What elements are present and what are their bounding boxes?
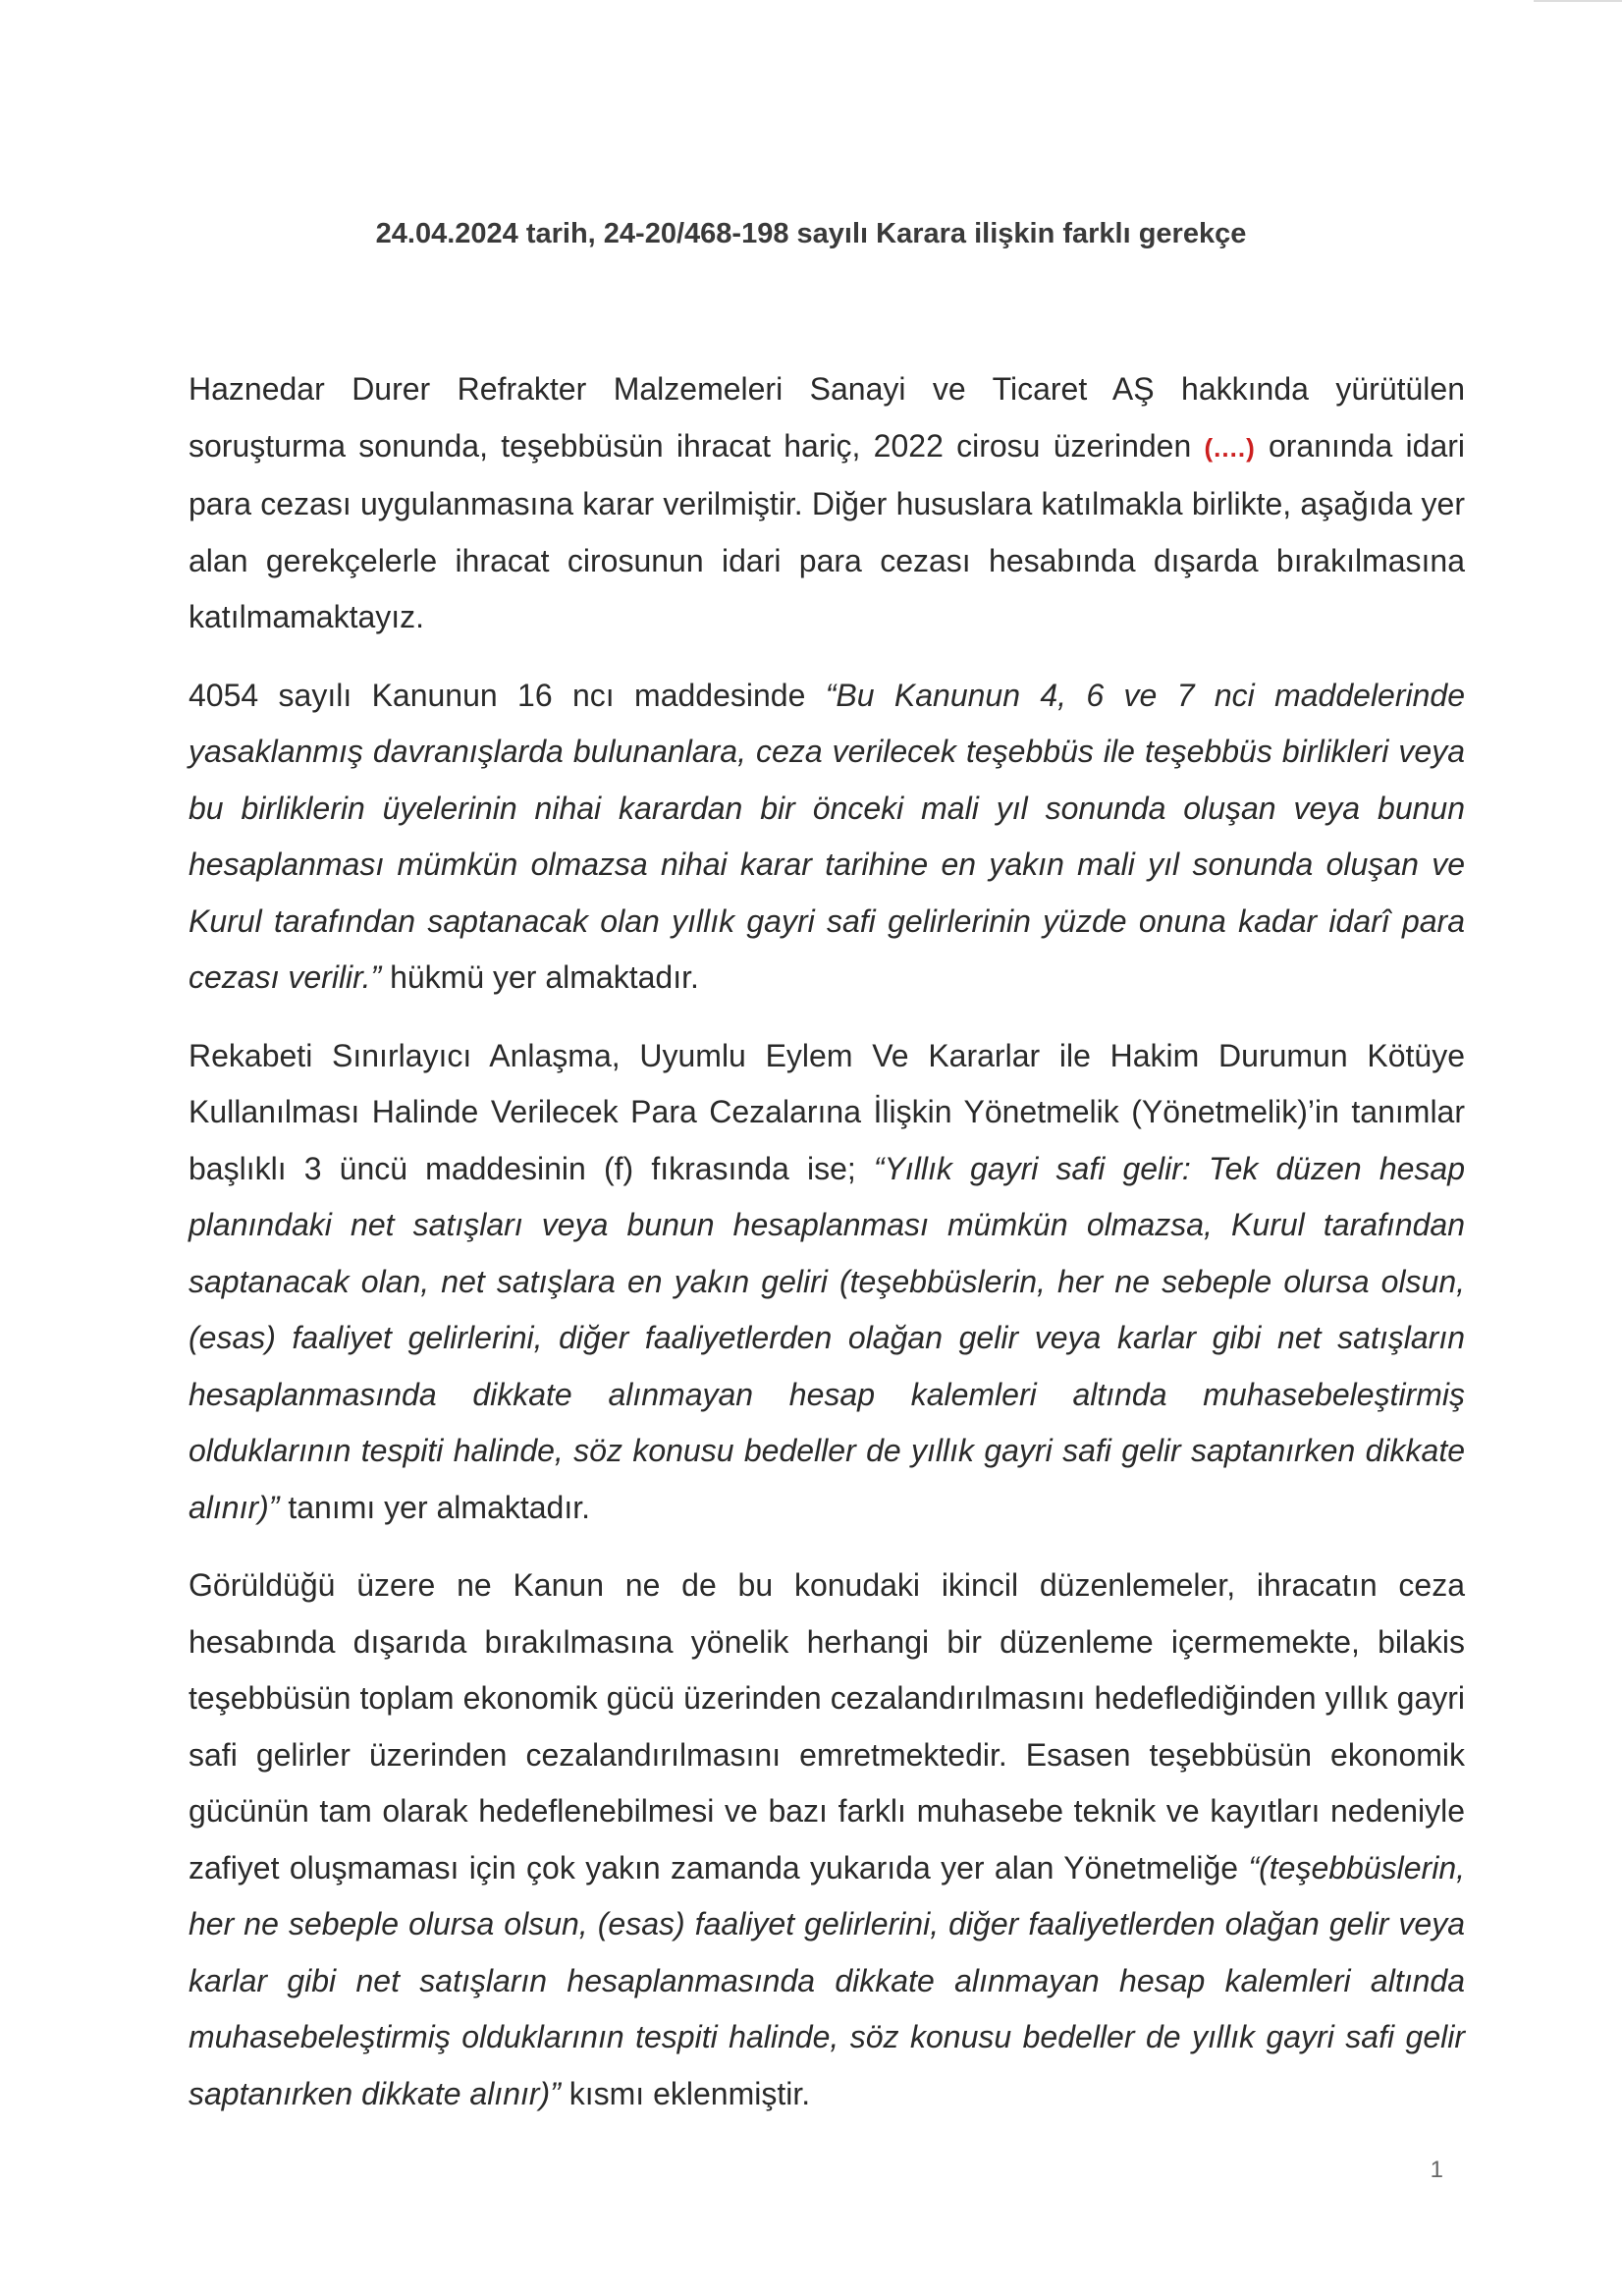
paragraph-1-text-after: oranında idari para cezası uygulanmasına karar verilmiştir. Diğer hususlara katılmakla birlikte, aşağıda yer alan gerekçelerle ihracat cirosunun idari para cezası hesabında dışarda bırakılmasına katılmamaktayız. (189, 427, 1466, 634)
page-number: 1 (1430, 2157, 1443, 2183)
paragraph-3-text-before: Rekabeti Sınırlayıcı Anlaşma, Uyumlu Eylem Ve Kararlar ile Hakim Durumun Kötüye Kullanılması Halinde Verilecek Para Cezalarına İlişkin Yönetmelik (Yönetmelik)’in tanımlar başlıklı 3 üncü maddesinin (f) fıkrasında ise; (189, 1037, 1465, 1186)
paragraph-1 (189, 361, 1465, 646)
paragraph-4 (189, 1558, 1465, 2122)
paragraph-2 (189, 668, 1465, 1007)
paragraph-2-quote: “Bu Kanunun 4, 6 ve 7 nci maddelerinde yasaklanmış davranışlarda bulunanlara, ceza verilecek teşebbüs ile teşebbüs birlikleri veya bu birliklerin üyelerinin nihai karardan bir önceki mali yıl sonunda oluşan veya bunun hesaplanması mümkün olmazsa nihai karar tarihine en yakın mali yıl sonunda oluşan ve Kurul tarafından saptanacak olan yıllık gayri safi gelirlerinin yüzde onuna kadar idarî para cezası verilir.” (189, 677, 1466, 995)
paragraph-4-text-after: kısmı eklenmiştir. (560, 2075, 811, 2111)
paragraph-3-quote: “Yıllık gayri safi gelir: Tek düzen hesap planındaki net satışları veya bunun hesaplanması mümkün olmazsa, Kurul tarafından saptanacak olan, net satışlara en yakın geliri (teşebbüslerin, her ne sebeple olursa olsun, (esas) faaliyet gelirlerini, diğer faaliyetlerden olağan gelir veya karlar gibi net satışların hesaplanmasında dikkate alınmayan hesap kalemleri altında muhasebeleştirmiş olduklarının tespiti halinde, söz konusu bedeller de yıllık gayri safi gelir saptanırken dikkate alınır)” (189, 1150, 1466, 1525)
paragraph-3 (189, 1028, 1465, 1537)
paragraph-3-text-after: tanımı yer almaktadır. (279, 1489, 591, 1525)
redaction-mark: (....) (1204, 432, 1256, 463)
paragraph-2-text-after: hükmü yer almaktadır. (381, 959, 699, 995)
scan-edge-mark (1534, 0, 1622, 2)
paragraph-4-quote: “(teşebbüslerin, her ne sebeple olursa olsun, (esas) faaliyet gelirlerini, diğer faaliyetlerden olağan gelir veya karlar gibi net satışların hesaplanmasında dikkate alınmayan hesap kalemleri altında muhasebeleştirmiş olduklarının tespiti halinde, söz konusu bedeller de yıllık gayri safi gelir saptanırken dikkate alınır)” (189, 1849, 1465, 2111)
document-title: 24.04.2024 tarih, 24-20/468-198 sayılı Karara ilişkin farklı gerekçe (375, 218, 1247, 249)
document-body (189, 361, 1465, 2144)
paragraph-1-text-before: Haznedar Durer Refrakter Malzemeleri Sanayi ve Ticaret AŞ hakkında yürütülen soruşturma sonunda, teşebbüsün ihracat hariç, 2022 cirosu üzerinden (189, 371, 1465, 464)
paragraph-4-text-before: Görüldüğü üzere ne Kanun ne de bu konudaki ikincil düzenlemeler, ihracatın ceza hesabında dışarıda bırakılmasına yönelik herhangi bir düzenleme içermemekte, bilakis teşebbüsün toplam ekonomik gücü üzerinden cezalandırılmasını hedeflediğinden yıllık gayri safi gelirler üzerinden cezalandırılmasını emretmektedir. Esasen teşebbüsün ekonomik gücünün tam olarak hedeflenebilmesi ve bazı farklı muhasebe teknik ve kayıtları nedeniyle zafiyet oluşmaması için çok yakın zamanda yukarıda yer alan Yönetmeliğe (189, 1567, 1465, 1886)
paragraph-2-text-before: 4054 sayılı Kanunun 16 ncı maddesinde (189, 677, 826, 713)
